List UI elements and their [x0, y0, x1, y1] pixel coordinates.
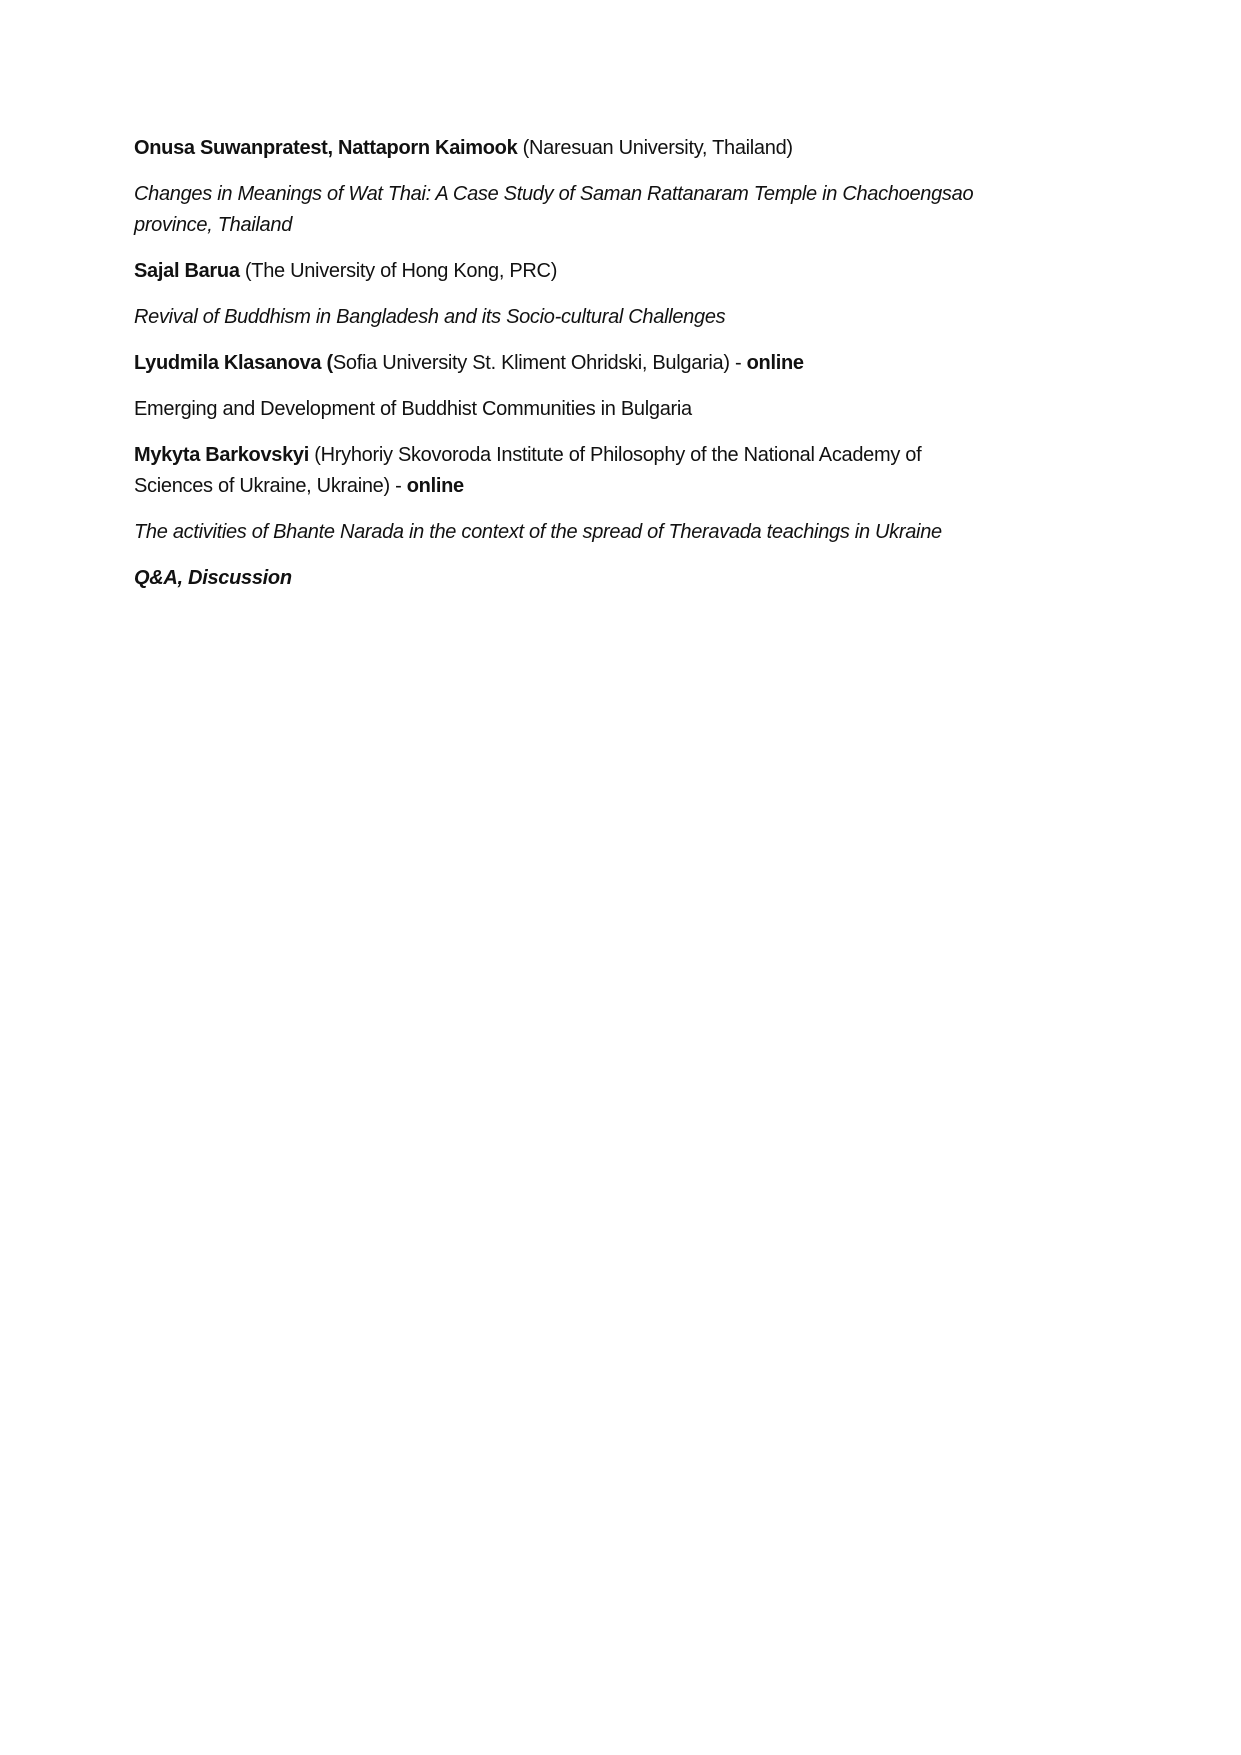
speaker-line — [134, 440, 994, 502]
talk-title: Emerging and Development of Buddhist Communities in Bulgaria — [134, 398, 692, 420]
talk-title: Revival of Buddhism in Bangladesh and its Socio-cultural Challenges — [134, 306, 726, 328]
closing-discussion: Q&A, Discussion — [134, 567, 292, 589]
speaker-name: Onusa Suwanpratest, Nattaporn Kaimook — [134, 137, 518, 159]
speaker-affiliation: (The University of Hong Kong, PRC) — [239, 260, 558, 282]
talk-title: The activities of Bhante Narada in the context of the spread of Theravada teachings in Ukraine — [134, 521, 942, 543]
speaker-name: Mykyta Barkovskyi — [134, 444, 310, 466]
speaker-affiliation: (Naresuan University, Thailand) — [517, 137, 793, 159]
speaker-affiliation: Sofia University St. Kliment Ohridski, Bulgaria) - — [332, 352, 747, 374]
online-label: online — [406, 475, 464, 497]
speaker-line — [134, 256, 994, 287]
talk-title: Changes in Meanings of Wat Thai: A Case Study of Saman Rattanaram Temple in Chachoengsao province, Thailand — [134, 183, 974, 236]
speaker-name: Sajal Barua — [134, 260, 240, 282]
document-page — [134, 133, 994, 594]
speaker-name: Lyudmila Klasanova ( — [134, 352, 333, 374]
speaker-line — [134, 133, 994, 164]
speaker-affiliation: (Hryhoriy Skovoroda Institute of Philosophy of the National Academy of Sciences of Ukraine, Ukraine) - — [134, 444, 922, 497]
online-label: online — [746, 352, 804, 374]
speaker-line — [134, 348, 994, 379]
